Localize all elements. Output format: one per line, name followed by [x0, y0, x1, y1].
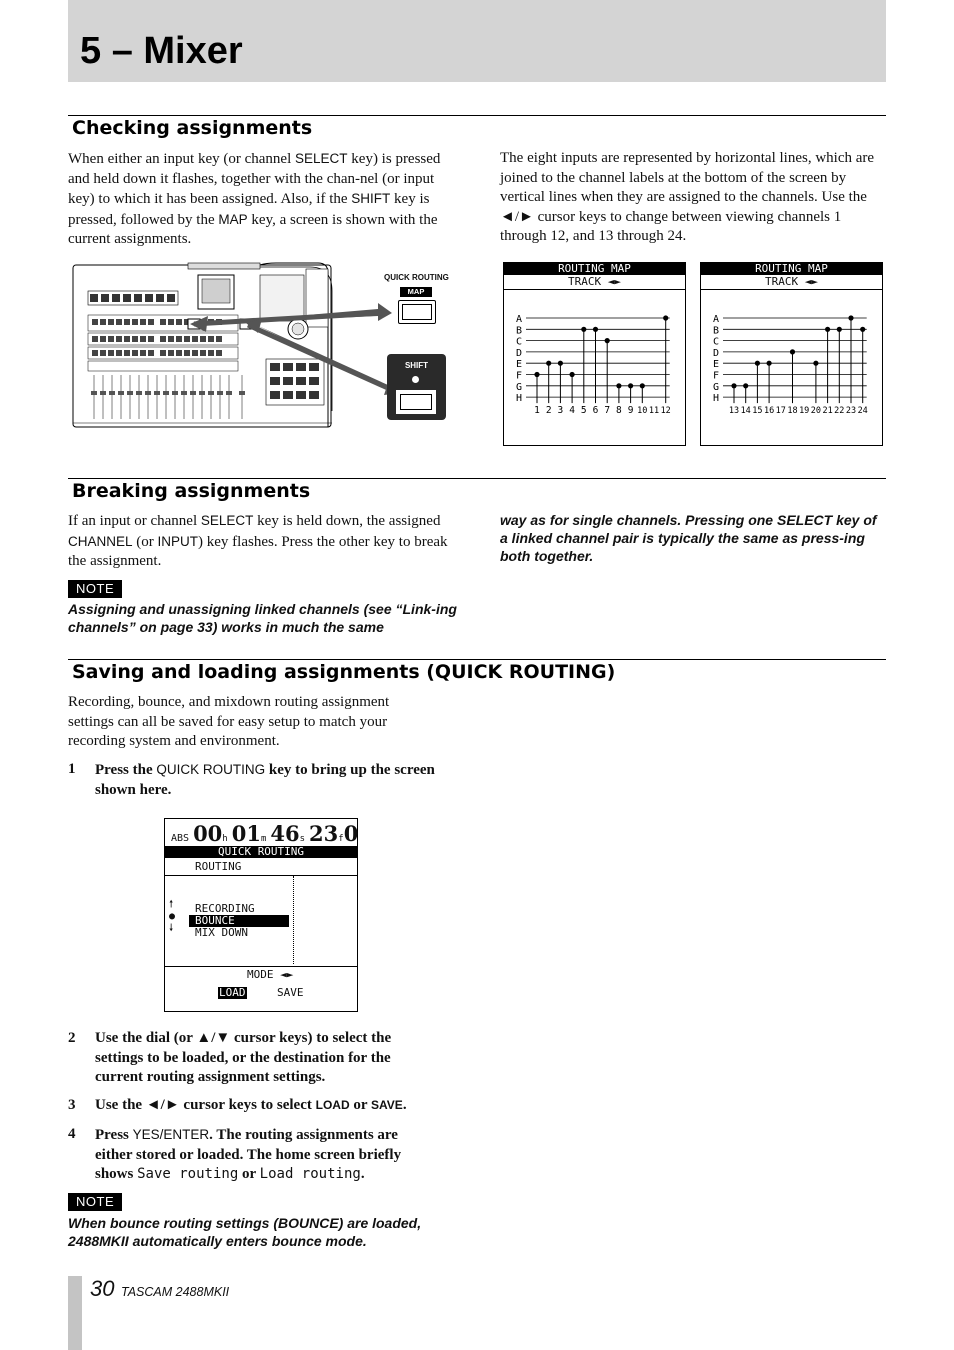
channel-label: 9 [627, 405, 634, 417]
step-1: 1 Press the QUICK ROUTING key to bring up the screen shown here. [68, 761, 435, 798]
assignment-dot [663, 315, 668, 320]
routing-map-track-label: TRACK ◄► [504, 275, 685, 290]
checking-right-paragraph: The eight inputs are represented by horizontal lines, which are joined to the channel labels at the bottom of the screen by vertical lines when they are assigned to the channels. Use the ◄/► cursor keys to change between viewing channels 1 through 12, and 13 through 24. [500, 150, 875, 244]
channel-label: 1 [534, 405, 540, 417]
lcd-title-bar: QUICK ROUTING [165, 846, 357, 858]
section-rule [68, 115, 886, 116]
channel-label: 7 [604, 405, 611, 417]
row-label: E [516, 359, 523, 371]
row-label: G [516, 381, 523, 393]
assignment-dot [640, 383, 645, 388]
note-badge: NOTE [68, 1193, 122, 1211]
routing-map-grid [701, 290, 882, 444]
page-number: 30 [90, 1276, 115, 1301]
channel-label: 19 [799, 406, 810, 417]
heading-saving-loading: Saving and loading assignments (QUICK ROUTING) [72, 661, 616, 683]
assignment-dot [546, 361, 551, 366]
assignment-dot [616, 383, 621, 388]
map-key-label: MAP [400, 287, 432, 297]
shift-key-label: SHIFT [404, 361, 429, 370]
channel-label: 13 [728, 406, 740, 417]
section-rule [68, 478, 886, 479]
assignment-dot [767, 361, 772, 366]
chapter-title: 5 – Mixer [80, 30, 243, 72]
assignment-dot [593, 327, 598, 332]
assignment-dot [813, 361, 818, 366]
heading-checking-assignments: Checking assignments [72, 117, 313, 139]
row-label: D [713, 347, 720, 359]
assignment-dot [558, 361, 563, 366]
breaking-note-text-right: way as for single channels. Pressing one SELECT key of a linked channel pair is typically the same as press-ing both together. [500, 512, 877, 564]
quick-routing-lcd [164, 818, 358, 1012]
note-badge: NOTE [68, 580, 122, 598]
row-label: H [713, 393, 720, 405]
assignment-dot [837, 327, 842, 332]
channel-label: 16 [763, 406, 775, 417]
channel-label: 2 [545, 405, 552, 417]
channel-label: 12 [660, 406, 671, 417]
channel-label: 18 [787, 406, 798, 417]
section-rule [68, 659, 886, 660]
row-label: A [516, 314, 523, 325]
assignment-dot [628, 383, 633, 388]
assignment-dot [860, 327, 865, 332]
footer-product-label: TASCAM 2488MKII [121, 1285, 230, 1299]
channel-label: 15 [752, 406, 763, 417]
heading-breaking-assignments: Breaking assignments [72, 480, 311, 502]
shift-key-panel [387, 354, 446, 420]
channel-label: 17 [775, 406, 786, 417]
channel-label: 6 [592, 405, 599, 417]
map-key[interactable] [398, 300, 436, 324]
step-3: 3 Use the ◄/► cursor keys to select LOAD or SAVE. [68, 1097, 407, 1113]
channel-label: 20 [810, 406, 822, 417]
assignment-dot [755, 361, 760, 366]
page-tab-bar [68, 1276, 82, 1350]
shift-led-indicator [412, 376, 419, 383]
routing-map-track-label: TRACK ◄► [701, 275, 882, 290]
routing-map-screen-right [700, 262, 883, 446]
assignment-dot [581, 327, 586, 332]
routing-map-title: ROUTING MAP [701, 263, 882, 275]
channel-label: 14 [740, 406, 751, 417]
lcd-scroll-indicator: 🠕 ● 🠗 [169, 899, 176, 934]
channel-label: 11 [648, 406, 660, 417]
assignment-dot [848, 315, 853, 320]
lcd-item-bounce-selected[interactable]: BOUNCE [189, 915, 289, 927]
lcd-item-recording[interactable]: RECORDING [195, 902, 255, 915]
row-label: C [713, 336, 720, 348]
routing-map-grid [504, 290, 685, 444]
routing-map-screen-left [503, 262, 686, 446]
assignment-dot [731, 383, 736, 388]
breaking-paragraph: If an input or channel SELECT key is held down, the assigned CHANNEL (or INPUT) key flashes. Press the other key to break the assignment. [68, 513, 448, 569]
quick-routing-callout-label: QUICK ROUTING [384, 273, 449, 282]
row-label: C [516, 336, 523, 348]
assignment-dot [534, 372, 539, 377]
channel-label: 3 [557, 405, 564, 417]
row-label: E [713, 359, 720, 371]
channel-label: 8 [616, 405, 622, 417]
channel-label: 23 [845, 406, 857, 417]
assignment-dot [743, 383, 748, 388]
row-label: F [713, 370, 720, 382]
lcd-save-option[interactable]: SAVE [277, 986, 304, 999]
channel-label: 24 [857, 406, 868, 417]
channel-label: 5 [580, 405, 587, 417]
row-label: A [713, 314, 720, 325]
assignment-dot [825, 327, 830, 332]
step-2: 2 Use the dial (or ▲/▼ cursor keys) to select the settings to be loaded, or the destination for the current routing assignment settings. [68, 1030, 392, 1085]
breaking-note-text-left: Assigning and unassigning linked channels (see “Link-ing channels” on page 33) works in much the same [68, 601, 457, 635]
row-label: D [516, 347, 523, 359]
checking-left-paragraph: When either an input key (or channel SELECT key) is pressed and held down it flashes, together with the chan-nel (or input key) to which it has been assigned. Also, if the SHIFT key is pressed, followed by the MAP key, a screen is shown with the current assignments. [68, 151, 441, 247]
lcd-time-counter: ABS 00h 01m 46s 23f0 [171, 821, 359, 846]
channel-label: 22 [834, 406, 845, 417]
row-label: B [516, 325, 523, 337]
step-4: 4 Press YES/ENTER. The routing assignments are either stored or loaded. The home screen briefly shows Save routing or Load routing. [68, 1126, 402, 1182]
lcd-load-option[interactable]: LOAD [219, 986, 246, 999]
lcd-mode-label: MODE ◄► [247, 968, 294, 981]
assignment-dot [570, 372, 575, 377]
channel-label: 10 [637, 406, 648, 417]
lcd-item-mix-down[interactable]: MIX DOWN [195, 926, 248, 939]
assignment-dot [605, 338, 610, 343]
saving-note-text: When bounce routing settings (BOUNCE) are loaded, 2488MKII automatically enters bounce mode. [68, 1215, 422, 1249]
routing-map-title: ROUTING MAP [504, 263, 685, 275]
saving-intro-paragraph: Recording, bounce, and mixdown routing assignment settings can all be saved for easy setup to match your recording system and environment. [68, 694, 390, 749]
channel-label: 4 [569, 405, 575, 417]
row-label: B [713, 325, 720, 337]
row-label: G [713, 381, 720, 393]
assignment-dot [790, 349, 795, 354]
channel-label: 21 [822, 406, 833, 417]
row-label: F [516, 370, 523, 382]
shift-key[interactable] [396, 390, 436, 414]
lcd-routing-tab: ROUTING [195, 860, 242, 873]
row-label: H [516, 393, 523, 405]
